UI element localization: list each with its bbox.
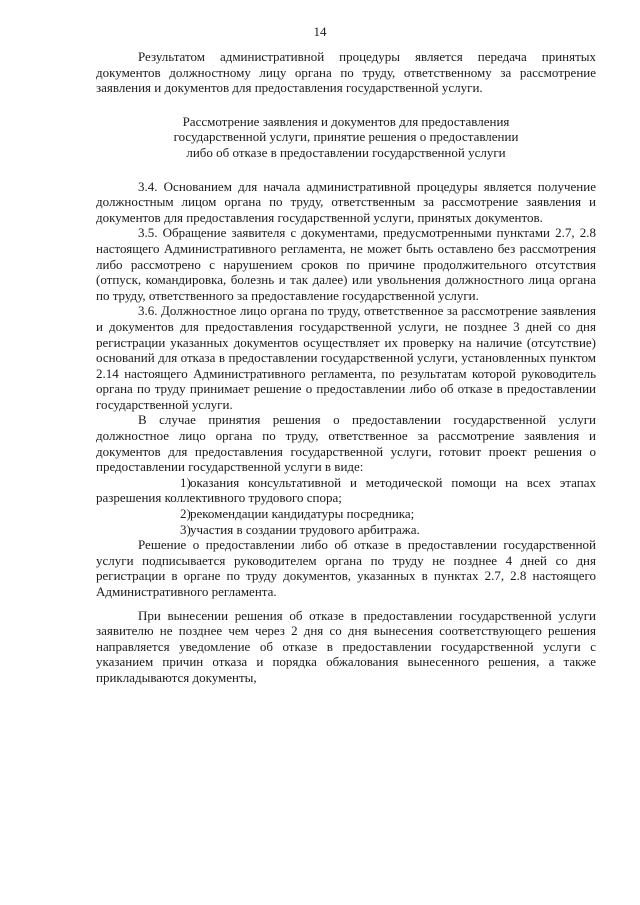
list-item-number: 1): [180, 474, 191, 490]
paragraph-3-4: 3.4. Основанием для начала административной процедуры является получение должностным лицом органа по труду, ответственным за рассмотрение заявления и документов для предоставления государственной услуги, принятых документов.: [96, 178, 596, 225]
list-item-3: [96, 522, 596, 538]
list-item-text: оказания консультативной и методической помощи на всех этапах разрешения коллективного трудового спора;: [96, 474, 596, 506]
intro-paragraph: Результатом административной процедуры является передача принятых документов должностному лицу органа по труду, ответственному за рассмотрение заявления и документов для предоставления государственной услуги.: [96, 49, 596, 96]
list-item-number: 3): [180, 521, 191, 537]
list-item-text: участия в создании трудового арбитража.: [190, 521, 420, 537]
page-number: 14: [313, 24, 327, 39]
heading-line-2: государственной услуги, принятие решения о предоставлении: [173, 129, 519, 145]
heading-line-1: Рассмотрение заявления и документов для предоставления: [182, 113, 510, 129]
section-heading: [96, 114, 596, 161]
list-item-text: рекомендации кандидатуры посредника;: [190, 506, 415, 522]
page-body: [96, 49, 596, 686]
list-item-2: [96, 506, 596, 522]
paragraph-3-6: 3.6. Должностное лицо органа по труду, ответственное за рассмотрение заявления и документов для предоставления государственной услуги, не позднее 3 дней со дня регистрации указанных документов осуществляет их проверку на наличие (отсутствие) оснований для отказа в предоставлении государственной услуги, установленных пунктом 2.14 настоящего Административного регламента, по результатам которой руководитель органа по труду принимает решение о предоставлении либо об отказе в предоставлении государственной услуги.: [96, 303, 596, 412]
paragraph-refusal: При вынесении решения об отказе в предоставлении государственной услуги заявителю не позднее чем через 2 дня со дня вынесения соответствующего решения направляется уведомление об отказе в предоставлении государственной услуги с указанием причин отказа и порядка обжалования вынесенного решения, а также прикладываются документы,: [96, 607, 596, 685]
heading-line-3: либо об отказе в предоставлении государственной услуги: [186, 144, 506, 160]
paragraph-decision: Решение о предоставлении либо об отказе в предоставлении государственной услуги подписывается руководителем органа по труду не позднее 4 дней со дня регистрации в органе по труду документов, указанных в пунктах 2.7, 2.8 настоящего Административного регламента.: [96, 537, 596, 599]
list-item-1: [96, 475, 596, 506]
paragraph-case: В случае принятия решения о предоставлении государственной услуги должностное лицо органа по труду, ответственное за рассмотрение заявления и документов для предоставления государственной услуги, готовит проект решения о предоставлении государственной услуги в виде:: [96, 412, 596, 475]
list-item-number: 2): [180, 506, 191, 522]
paragraph-3-5: 3.5. Обращение заявителя с документами, предусмотренными пунктами 2.7, 2.8 настоящего Административного регламента, не может быть оставлено без рассмотрения либо рассмотрено с нарушением сроков по причине продолжительного отсутствия (отпуск, командировка, болезнь и так далее) или увольнения должностного лица органа по труду, ответственного за предоставление государственной услуги.: [96, 225, 596, 303]
